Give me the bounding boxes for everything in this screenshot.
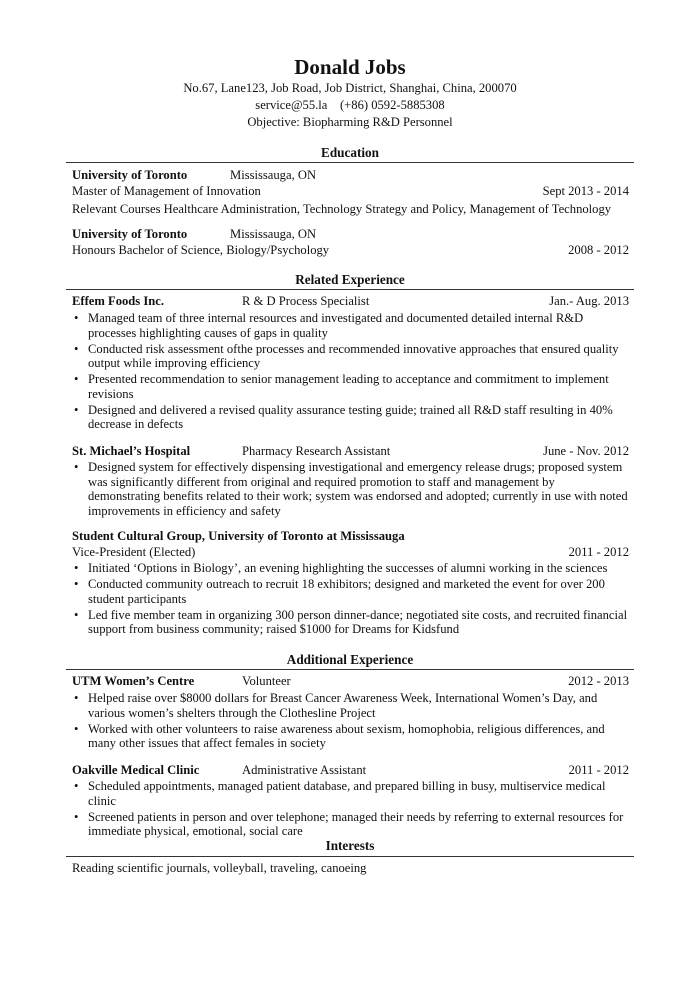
degree-text: Honours Bachelor of Science, Biology/Psychology [72,243,330,257]
related-experience-heading: Related Experience [295,272,405,287]
interests-text: Reading scientific journals, volleyball, traveling, canoeing [72,861,367,875]
experience-bullets [72,311,629,433]
role-title: Pharmacy Research Assistant [242,444,391,458]
interests-divider [66,856,634,857]
bullet-item: • Designed system for effectively dispensing investigational and emergency release drugs; proposed system was significantly different from original and required promotion to staff and management by demonstrating benefits related to their work; system was endorsed and adopted; currently in use with noted improvements in efficiency and safety [72,460,629,518]
education-entry-2-header [72,226,629,242]
additional-experience-heading: Additional Experience [286,652,414,667]
contact-line [0,97,700,114]
education-divider [66,162,634,163]
bullet-item: • Helped raise over $8000 dollars for Breast Cancer Awareness Week, International Women’s Day, and various women’s shelters through the Clothesline Project [72,691,629,720]
education-entry-2-degree-row [72,242,629,258]
phone-text: (+86) 0592-5885308 [339,98,445,112]
school-location: Mississauga, ON [230,168,317,182]
address-line: No.67, Lane123, Job Road, Job District, Shanghai, China, 200070 [183,81,517,95]
education-heading: Education [321,145,379,160]
bullet-item: • Presented recommendation to senior management leading to acceptance and commitment to implement revisions [72,372,629,401]
bullet-item: • Conducted risk assessment ofthe processes and recommended innovative approaches that ensured quality output while improving efficiency [72,342,629,371]
experience-role-row [72,544,629,560]
additional-experience-divider [66,669,634,670]
experience-bullets [72,779,629,840]
experience-entry-header [72,293,629,309]
role-title: Volunteer [242,674,291,688]
bullet-item: • Designed and delivered a revised quality assurance testing guide; trained all R&D staff resulting in 40% decrease in defects [72,403,629,432]
bullet-item: • Initiated ‘Options in Biology’, an evening highlighting the successes of alumni working in the sciences [72,561,629,576]
role-dates: Jan.- Aug. 2013 [549,294,629,308]
experience-bullets [72,460,629,520]
experience-entry-header [72,443,629,459]
school-name: University of Toronto [72,168,188,182]
role-dates: June - Nov. 2012 [543,444,629,458]
education-entry-1-degree-row [72,183,629,199]
organization-name: Oakville Medical Clinic [72,763,200,777]
role-title: Administrative Assistant [242,763,367,777]
organization-name: UTM Women’s Centre [72,674,195,688]
school-location: Mississauga, ON [230,227,317,241]
education-entry-1-header [72,167,629,183]
candidate-name: Donald Jobs [294,55,406,79]
degree-dates: 2008 - 2012 [568,243,629,257]
objective-line: Objective: Biopharming R&D Personnel [247,115,453,129]
organization-name: St. Michael’s Hospital [72,444,191,458]
experience-entry-header [72,762,629,778]
role-dates: 2011 - 2012 [568,545,629,559]
experience-bullets [72,561,629,638]
organization-name: Student Cultural Group, University of Toronto at Mississauga [72,529,405,543]
interests-heading: Interests [325,838,375,853]
organization-name: Effem Foods Inc. [72,294,164,308]
role-title: Vice-President (Elected) [72,545,196,559]
resume-header [0,54,700,131]
school-name: University of Toronto [72,227,188,241]
role-dates: 2012 - 2013 [568,674,629,688]
relevant-courses: Relevant Courses Healthcare Administration, Technology Strategy and Policy, Management of Technology [72,202,612,216]
experience-entry-header [72,528,629,544]
experience-entry-header [72,673,629,689]
experience-bullets [72,691,629,752]
related-experience-divider [66,289,634,290]
bullet-item: • Managed team of three internal resources and investigated and documented detailed internal R&D processes highlighting causes of gaps in quality [72,311,629,340]
role-title: R & D Process Specialist [242,294,370,308]
bullet-item: • Worked with other volunteers to raise awareness about sexism, homophobia, religious differences, and many other issues that affect females in society [72,722,629,751]
bullet-item: • Scheduled appointments, managed patient database, and prepared billing in busy, multiservice medical clinic [72,779,629,808]
email-text: service@55.la [255,98,328,112]
bullet-item: • Conducted community outreach to recruit 18 exhibitors; designed and marketed the event for over 200 student participants [72,577,629,606]
bullet-item: • Screened patients in person and over telephone; managed their needs by referring to external resources for immediate physical, emotional, social care [72,810,629,839]
bullet-item: • Led five member team in organizing 300 person dinner-dance; negotiated site costs, and recruited financial support from business community; raised $1000 for Dreams for Kidsfund [72,608,629,637]
role-dates: 2011 - 2012 [568,763,629,777]
degree-text: Master of Management of Innovation [72,184,261,198]
degree-dates: Sept 2013 - 2014 [542,184,629,198]
